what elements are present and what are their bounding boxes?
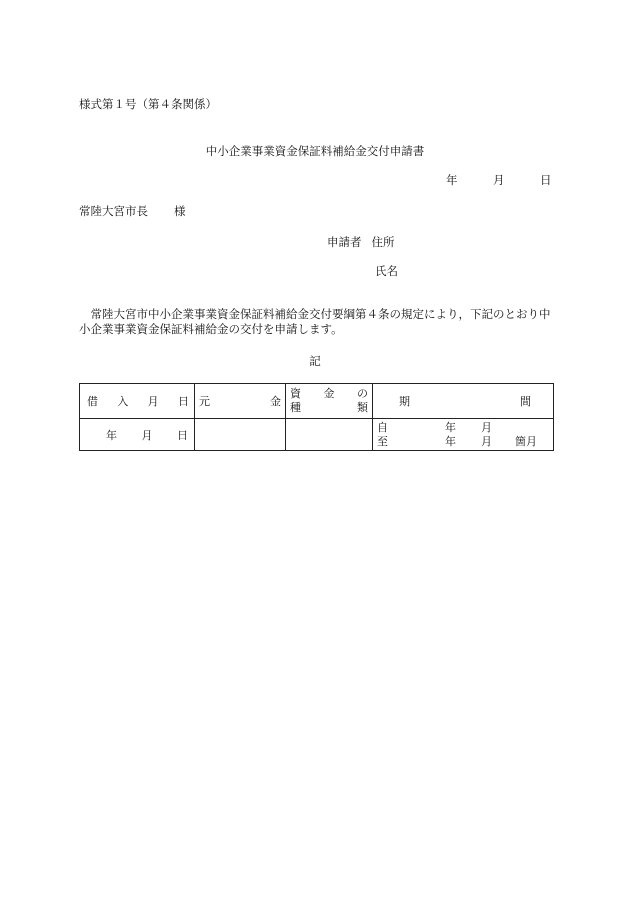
- borrow-date-cell[interactable]: 年 月 日: [80, 419, 195, 451]
- period-header: 期 間: [373, 384, 554, 419]
- principal-header: 元 金: [195, 384, 286, 419]
- date-day-label: 日: [540, 173, 552, 187]
- application-details-table: [79, 383, 554, 451]
- application-body-text: 常陸大宮市中小企業事業資金保証料補給金交付要綱第４条の規定により，下記のとおり中小企業事業資金保証料補給金の交付を申請します。: [79, 307, 551, 336]
- table-header-row: [80, 384, 554, 419]
- form-number-label: 様式第１号（第４条関係）: [79, 97, 217, 111]
- principal-cell[interactable]: [195, 419, 286, 451]
- applicant-label: 申請者: [327, 235, 362, 249]
- addressee-name: 常陸大宮市長: [79, 204, 148, 218]
- address-label: 住所: [371, 235, 395, 249]
- date-month-label: 月: [493, 173, 505, 187]
- period-to-line: 至 年 月 箇月: [377, 434, 537, 448]
- applicant-address-line: [327, 234, 395, 250]
- applicant-name-label: 氏名: [375, 264, 398, 278]
- ki-heading: 記: [309, 354, 321, 368]
- fund-type-cell[interactable]: [286, 419, 373, 451]
- period-cell[interactable]: [373, 419, 554, 451]
- addressee-honorific: 様: [174, 204, 186, 218]
- addressee: [79, 203, 186, 219]
- fund-type-header: 資 金 の 種 類: [286, 384, 373, 419]
- date-year-label: 年: [446, 173, 458, 187]
- borrow-date-header: 借 入 月 日: [80, 384, 195, 419]
- period-from-line: 自 年 月: [377, 420, 492, 434]
- table-row: [80, 419, 554, 451]
- document-title: 中小企業事業資金保証料補給金交付申請書: [205, 144, 425, 158]
